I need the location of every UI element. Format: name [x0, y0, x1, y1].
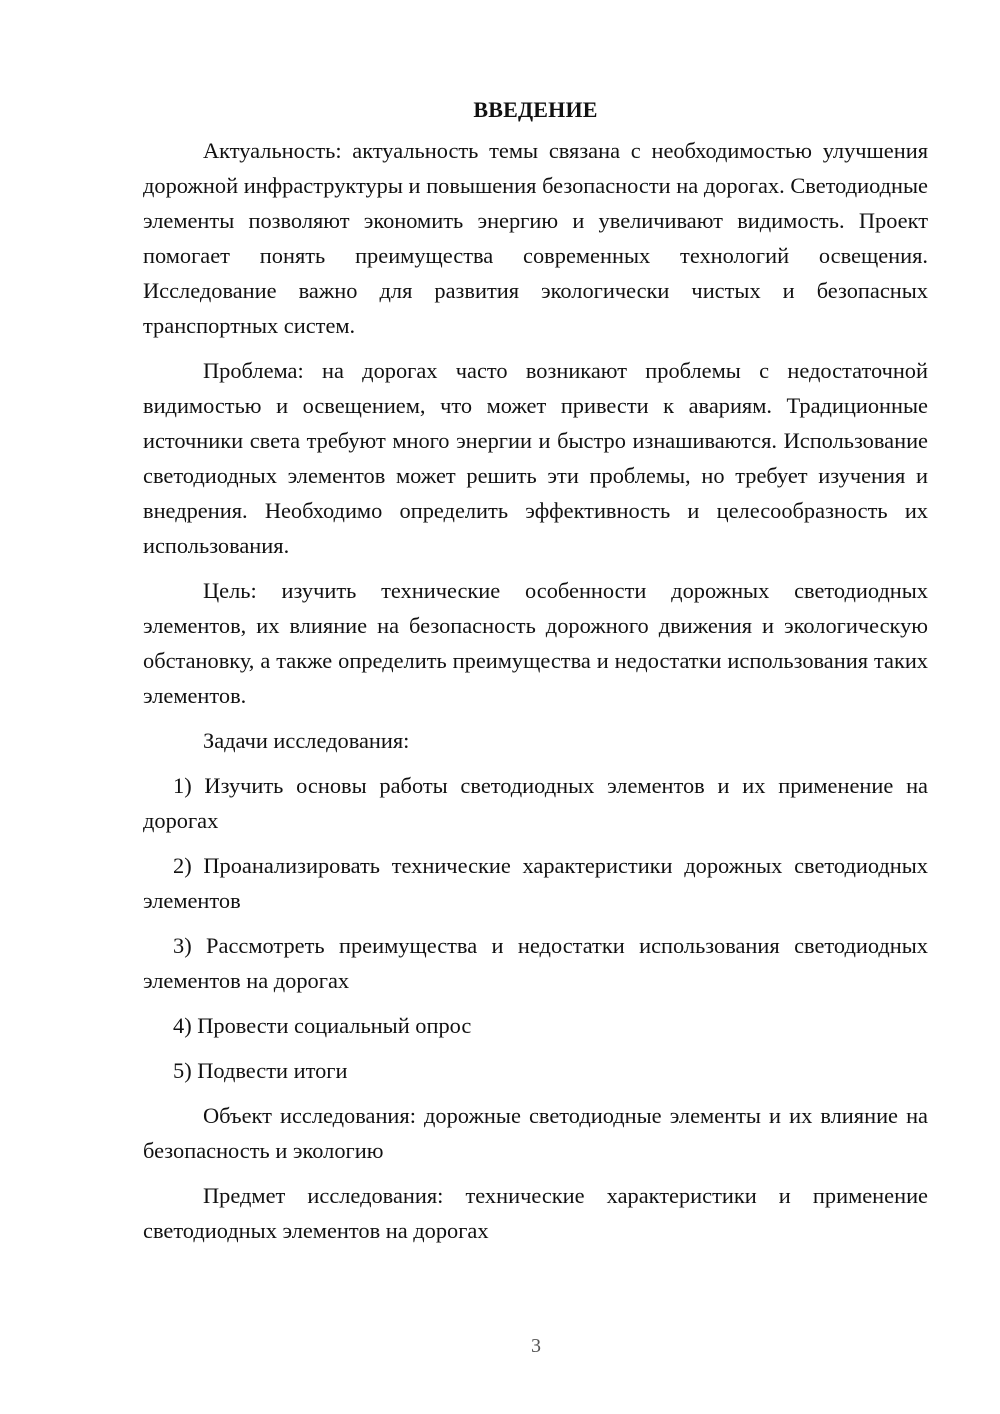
task-item: 2) Проанализировать технические характеристики дорожных светодиодных элементов — [143, 853, 928, 913]
tasks-heading: Задачи исследования: — [203, 728, 410, 753]
subject-paragraph: Предмет исследования: технические характеристики и применение светодиодных элементов на дорогах — [143, 1183, 928, 1243]
page-title: ВВЕДЕНИЕ — [473, 97, 598, 122]
task-item: 3) Рассмотреть преимущества и недостатки использования светодиодных элементов на дорогах — [143, 933, 928, 993]
page-body — [143, 95, 928, 1258]
problem-paragraph: Проблема: на дорогах часто возникают проблемы с недостаточной видимостью и освещением, что может привести к авариям. Традиционные источники света требуют много энергии и быстро изнашиваются. Использование светодиодных элементов может решить эти проблемы, но требует изучения и внедрения. Необходимо определить эффективность и целесообразность их использования. — [143, 358, 928, 558]
page-number: 3 — [531, 1335, 541, 1357]
goal-paragraph: Цель: изучить технические особенности дорожных светодиодных элементов, их влияние на безопасность дорожного движения и экологическую обстановку, а также определить преимущества и недостатки использования таких элементов. — [143, 578, 928, 708]
relevance-paragraph: Актуальность: актуальность темы связана с необходимостью улучшения дорожной инфраструктуры и повышения безопасности на дорогах. Светодиодные элементы позволяют экономить энергию и увеличивают видимость. Проект помогает понять преимущества современных технологий освещения. Исследование важно для развития экологически чистых и безопасных транспортных систем. — [143, 138, 928, 338]
task-item: 5) Подвести итоги — [173, 1058, 348, 1083]
task-item: 1) Изучить основы работы светодиодных элементов и их применение на дорогах — [143, 773, 928, 833]
task-item: 4) Провести социальный опрос — [173, 1013, 472, 1038]
object-paragraph: Объект исследования: дорожные светодиодные элементы и их влияние на безопасность и экологию — [143, 1103, 928, 1163]
